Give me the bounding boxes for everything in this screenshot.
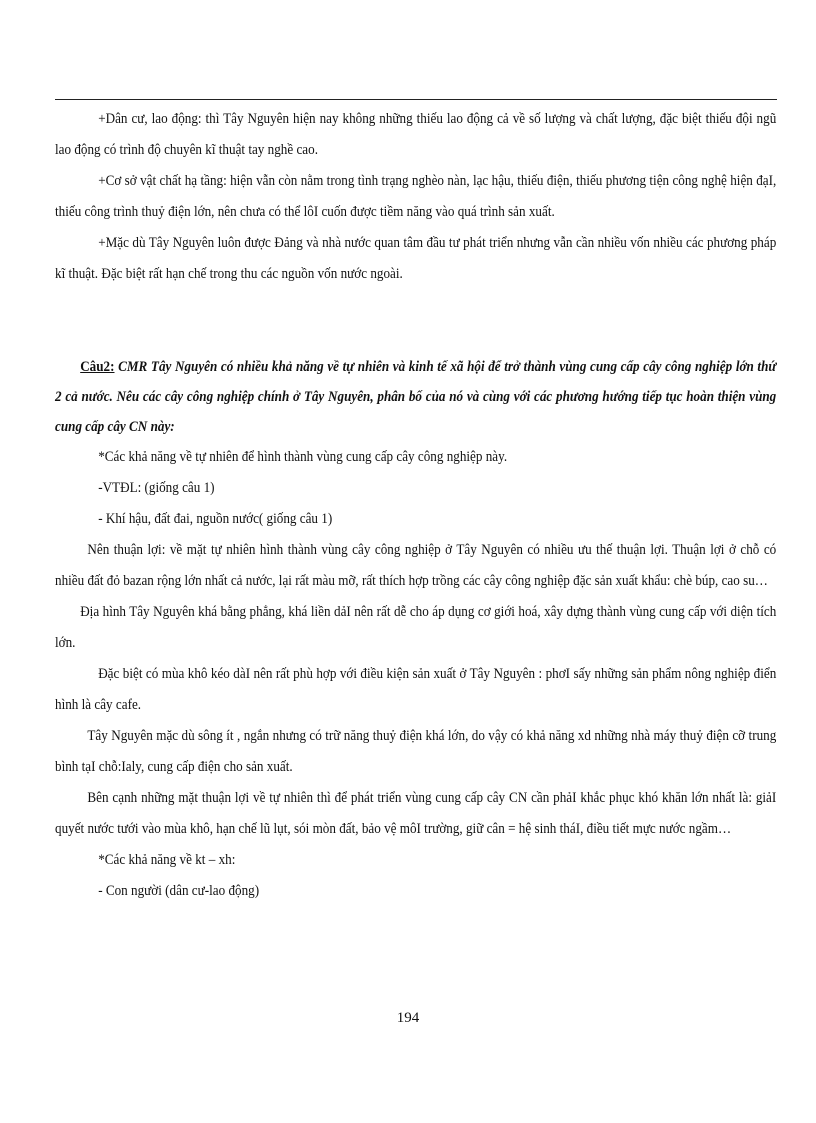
- answer-line-climate: - Khí hậu, đất đai, nguồn nước( giống câu 1): [98, 511, 333, 527]
- question-heading: [55, 352, 776, 442]
- question-label: Câu2:: [80, 359, 115, 375]
- page-number: 194: [396, 1010, 420, 1026]
- paragraph-dry-season: Đặc biệt có mùa khô kéo dàI nên rất phù hợp với điều kiện sản xuất ở Tây Nguyên : phơI sấy những sản phẩm nông nghiệp điển hình là cây cafe.: [55, 666, 777, 713]
- answer-line-natural: *Các khả năng về tự nhiên để hình thành vùng cung cấp cây công nghiệp này.: [98, 449, 508, 465]
- paragraph-terrain: Địa hình Tây Nguyên khá bằng phẳng, khá liền dảI nên rất dễ cho áp dụng cơ giới hoá, xây dựng thành vùng cung cấp với diện tích lớn.: [55, 604, 777, 651]
- paragraph-advantages: Nên thuận lợi: về mặt tự nhiên hình thành vùng cây công nghiệp ở Tây Nguyên có nhiều ưu thế thuận lợi. Thuận lợi ở chỗ có nhiều đất đỏ bazan rộng lớn nhất cả nước, lại rất màu mỡ, rất thích hợp trồng các cây công nghiệp đặc sản xuất khẩu: chè búp, cao su…: [55, 542, 777, 589]
- paragraph-investment: +Mặc dù Tây Nguyên luôn được Đảng và nhà nước quan tâm đầu tư phát triển nhưng vẫn cần nhiều vốn nhiều các phương pháp kĩ thuật. Đặc biệt rất hạn chế trong thu các nguồn vốn nước ngoài.: [55, 235, 777, 282]
- paragraph-hydropower: Tây Nguyên mặc dù sông ít , ngắn nhưng có trữ năng thuỷ điện khá lớn, do vậy có khả năng xd những nhà máy thuỷ điện cỡ trung bình tạI chỗ:Ialy, cung cấp điện cho sản xuất.: [55, 728, 777, 775]
- header-rule: [55, 99, 777, 100]
- page-content: [55, 104, 777, 907]
- closing-line-socioeconomic: *Các khả năng về kt – xh:: [98, 852, 236, 868]
- section-spacer: [55, 290, 777, 352]
- question-text: CMR Tây Nguyên có nhiều khả năng về tự nhiên và kinh tế xã hội để trở thành vùng cung cấp cây công nghiệp lớn thứ 2 cả nước. Nêu các cây công nghiệp chính ở Tây Nguyên, phân bố của nó và cùng với các phương hướng tiếp tục hoàn thiện vùng cung cấp cây CN này:: [55, 359, 777, 435]
- paragraph-labor: +Dân cư, lao động: thì Tây Nguyên hiện nay không những thiếu lao động cả về số lượng và chất lượng, đặc biệt thiếu đội ngũ lao động có trình độ chuyên kĩ thuật tay nghề cao.: [55, 111, 777, 158]
- paragraph-difficulties: Bên cạnh những mặt thuận lợi về tự nhiên thì để phát triển vùng cung cấp cây CN cần phảI khắc phục khó khăn lớn nhất là: giảI quyết nước tưới vào mùa khô, hạn chế lũ lụt, sói mòn đất, bảo vệ môI trường, giữ cân = hệ sinh tháI, điều tiết mực nước ngầm…: [55, 790, 777, 837]
- answer-line-location: -VTĐL: (giống câu 1): [98, 480, 215, 496]
- paragraph-infrastructure: +Cơ sở vật chất hạ tầng: hiện vẫn còn nằm trong tình trạng nghèo nàn, lạc hậu, thiếu điện, thiếu phương tiện công nghệ hiện đạI, thiếu công trình thuỷ điện lớn, nên chưa có thể lôI cuốn được tiềm năng vào quá trình sản xuất.: [55, 173, 777, 220]
- closing-line-people: - Con người (dân cư-lao động): [98, 883, 260, 899]
